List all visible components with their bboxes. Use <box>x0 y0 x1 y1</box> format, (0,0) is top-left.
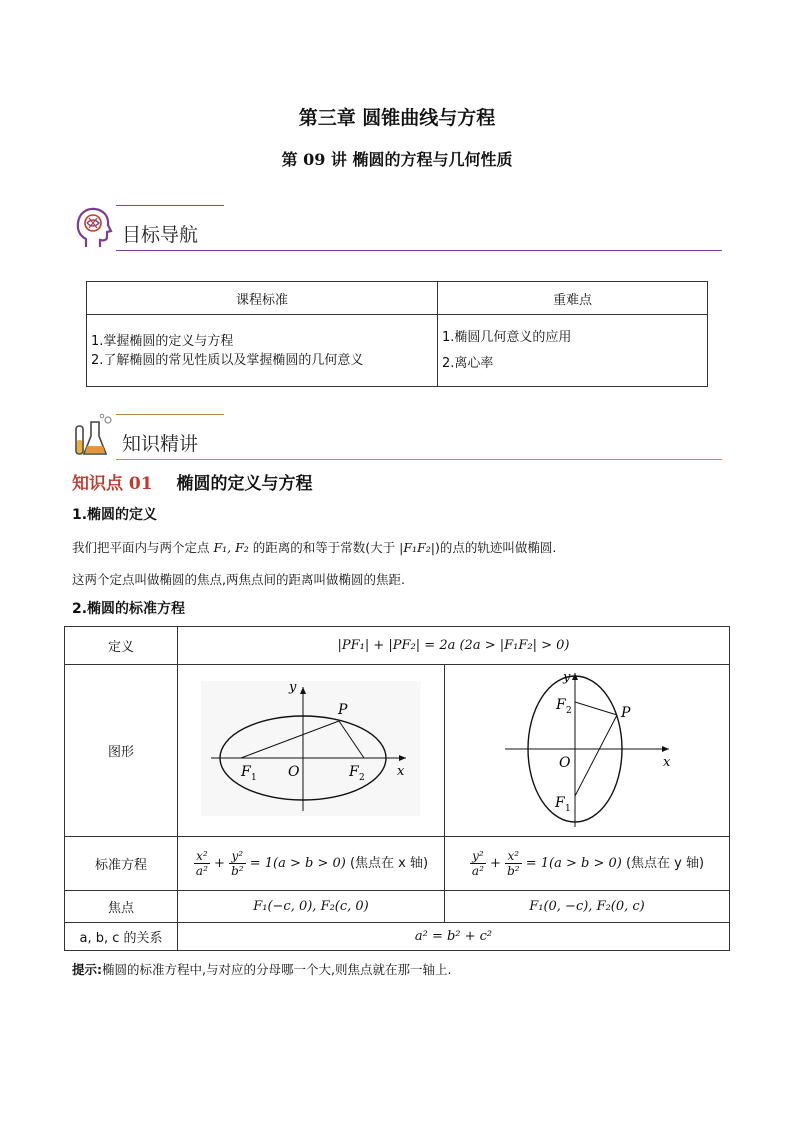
para1-text-a: 我们把平面内与两个定点 <box>72 540 214 555</box>
fig-x-f1-sub: 1 <box>251 773 257 783</box>
eq-y-frac2: $\frac{\text{x²}}{\text{b²}}$ <box>507 849 520 878</box>
fig-x-f1: F <box>241 764 251 780</box>
row-foci-label: 焦点 <box>65 891 178 923</box>
foci-x-cell: F₁(−c, 0), F₂(c, 0) <box>178 891 445 923</box>
section-knowledge-label: 知识精讲 <box>122 433 199 455</box>
definition-paragraph-2: 这两个定点叫做椭圆的焦点,两焦点间的距离叫做椭圆的焦距. <box>72 572 405 587</box>
para1-text-b: 的距离的和等于常数(大于 <box>248 540 400 555</box>
para1-abs: |F₁F₂| <box>399 540 435 555</box>
eq-x-frac1: $\frac{\text{x²}}{\text{a²}}$ <box>195 849 208 878</box>
fig-y-f1-sub: 1 <box>565 803 571 814</box>
para1-text-c: )的点的轨迹叫做椭圆. <box>434 540 557 555</box>
fig-y-f1: F <box>555 794 565 811</box>
fig-y-f2: F <box>556 696 566 713</box>
fig-x-f2: F <box>349 764 359 780</box>
knowledge-point-prefix: 知识点 01 <box>72 474 153 494</box>
head-brain-icon <box>72 203 116 251</box>
eq-x-frac2: $\frac{\text{y²}}{\text{b²}}$ <box>231 849 244 878</box>
chapter-title: 第三章 圆锥曲线与方程 <box>298 107 496 129</box>
keypoint-item: 2.离心率 <box>442 355 494 371</box>
goal-table <box>86 281 708 387</box>
foci-y-cell: F₁(0, −c), F₂(0, c) <box>445 891 730 923</box>
tip-text: 椭圆的标准方程中,与对应的分母哪一个大,则焦点就在那一轴上. <box>102 962 452 977</box>
eq-y-rest: = 1(a > b > 0) <box>525 856 622 871</box>
row-definition-label: 定义 <box>65 627 178 665</box>
standard-item: 2.了解椭圆的常见性质以及掌握椭圆的几何意义 <box>91 352 364 368</box>
fig-y-point-p: P <box>621 704 631 721</box>
section-knowledge-header <box>72 412 722 460</box>
row-relation-label: a, b, c 的关系 <box>65 923 178 951</box>
goal-standards-cell <box>87 315 438 387</box>
goal-keypoints-cell <box>438 315 708 387</box>
equation-x-cell: $\frac{\text{x²}}{\text{a²}}$ + $\frac{\text{y²}}{\text{b²}}$ = 1(a > b > 0) (焦点在 x 轴) <box>178 837 445 891</box>
standard-item: 1.掌握椭圆的定义与方程 <box>91 333 234 349</box>
knowledge-point-title <box>72 469 313 494</box>
fig-x-origin: O <box>288 764 300 780</box>
ellipse-y-focus-figure <box>497 669 677 829</box>
definition-paragraph-1 <box>72 538 556 556</box>
lab-flask-icon <box>72 412 116 460</box>
row-figure-label: 图形 <box>65 665 178 837</box>
standard-eq-heading: 2.椭圆的标准方程 <box>72 601 186 617</box>
goal-header-standard: 课程标准 <box>87 282 438 315</box>
figure-x-cell <box>178 665 445 837</box>
figure-y-cell <box>445 665 730 837</box>
definition-heading: 1.椭圆的定义 <box>72 507 158 523</box>
relation-value: a² = b² + c² <box>178 923 730 951</box>
tip-label: 提示: <box>72 962 102 977</box>
lecture-title: 第 09 讲 椭圆的方程与几何性质 <box>281 150 513 169</box>
fig-x-xlabel: x <box>397 764 405 779</box>
row-equation-label: 标准方程 <box>65 837 178 891</box>
section-goal-header <box>72 203 722 251</box>
ellipse-table <box>64 626 730 951</box>
ellipse-x-focus-figure <box>201 681 421 816</box>
row-definition-value: |PF₁| + |PF₂| = 2a (2a > |F₁F₂| > 0) <box>178 627 730 665</box>
section-goal-label: 目标导航 <box>122 224 199 246</box>
knowledge-point-name: 椭圆的定义与方程 <box>176 474 313 494</box>
fig-y-f2-sub: 2 <box>566 705 572 716</box>
eq-x-rest: = 1(a > b > 0) <box>249 856 346 871</box>
fig-x-point-p: P <box>338 702 348 718</box>
eq-x-note: (焦点在 x 轴) <box>349 856 429 871</box>
goal-header-keypoints: 重难点 <box>438 282 708 315</box>
fig-x-ylabel: y <box>289 681 297 695</box>
keypoint-item: 1.椭圆几何意义的应用 <box>442 329 572 345</box>
equation-y-cell: $\frac{\text{y²}}{\text{a²}}$ + $\frac{\text{x²}}{\text{b²}}$ = 1(a > b > 0) (焦点在 y 轴) <box>445 837 730 891</box>
eq-y-note: (焦点在 y 轴) <box>625 856 705 871</box>
fig-x-f2-sub: 2 <box>359 773 365 783</box>
eq-y-frac1: $\frac{\text{y²}}{\text{a²}}$ <box>471 849 484 878</box>
fig-y-ylabel: y <box>563 669 571 685</box>
tip-note <box>72 960 451 978</box>
para1-foci: F₁, F₂ <box>213 540 249 555</box>
fig-y-origin: O <box>559 754 571 771</box>
fig-y-xlabel: x <box>663 754 671 770</box>
